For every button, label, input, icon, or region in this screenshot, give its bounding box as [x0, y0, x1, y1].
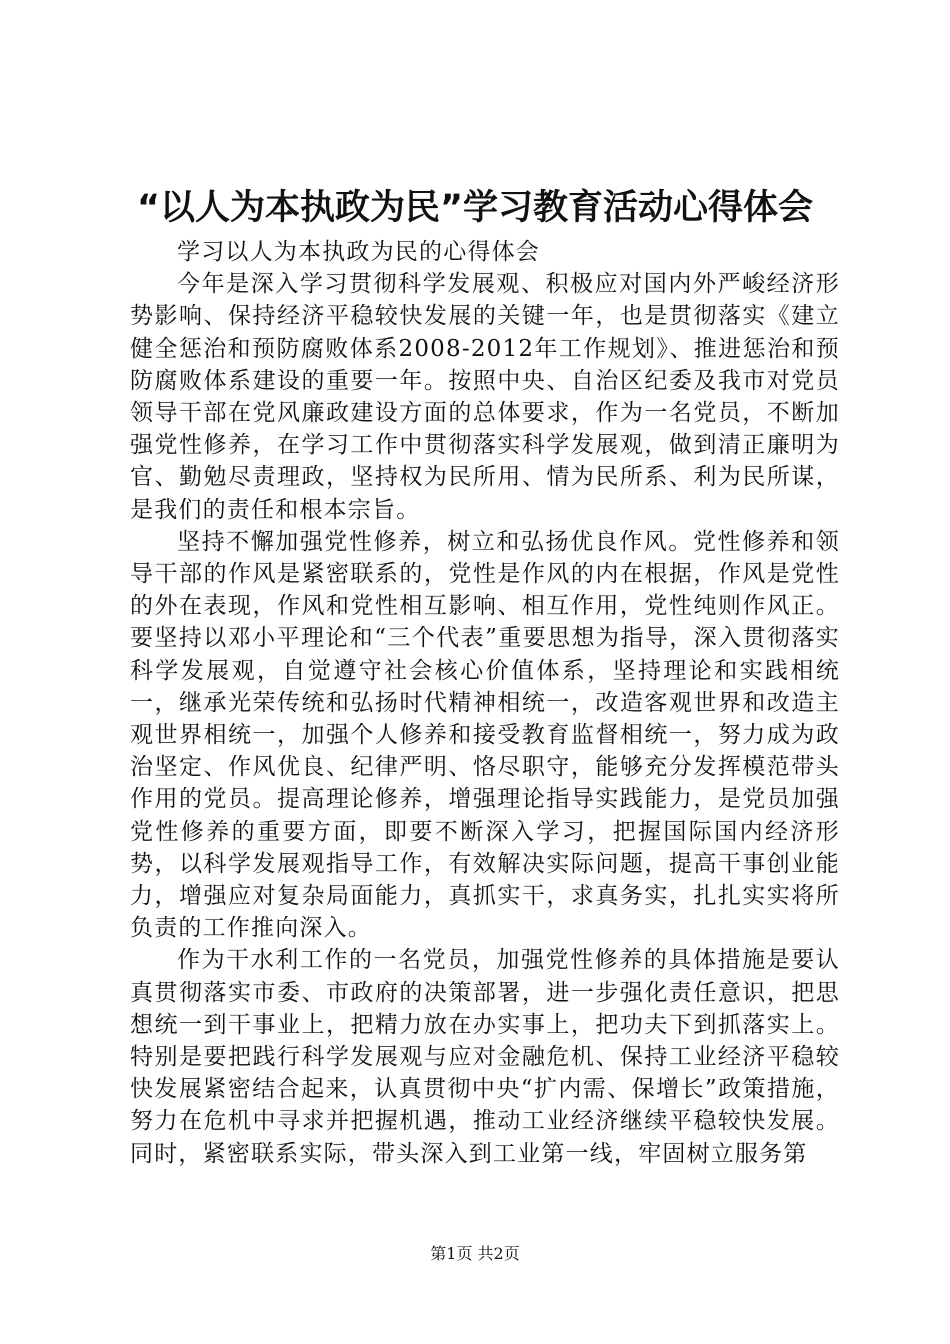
- body-paragraph-2: 坚持不懈加强党性修养，树立和弘扬优良作风。党性修养和领导干部的作风是紧密联系的，党性是作风的内在根据，作风是党性的外在表现，作风和党性相互影响、相互作用，党性纯则作风正。要坚持以邓小平理论和“三个代表”重要思想为指导，深入贯彻落实科学发展观，自觉遵守社会核心价值体系，坚持理论和实践相统一，继承光荣传统和弘扬时代精神相统一，改造客观世界和改造主观世界相统一，加强个人修养和接受教育监督相统一，努力成为政治坚定、作风优良、纪律严明、恪尽职守，能够充分发挥模范带头作用的党员。提高理论修养，增强理论指导实践能力，是党员加强党性修养的重要方面，即要不断深入学习，把握国际国内经济形势，以科学发展观指导工作，有效解决实际问题，提高干事创业能力，增强应对复杂局面能力，真抓实干，求真务实，扎扎实实将所负责的工作推向深入。: [130, 528, 840, 942]
- page-title: “以人为本执政为民”学习教育活动心得体会: [136, 188, 813, 228]
- subtitle-paragraph: 学习以人为本执政为民的心得体会: [177, 239, 540, 265]
- body-paragraph-3: 作为干水利工作的一名党员，加强党性修养的具体措施是要认真贯彻落实市委、市政府的决策部署，进一步强化责任意识，把思想统一到干事业上，把精力放在办实事上，把功夫下到抓落实上。特别是要把践行科学发展观与应对金融危机、保持工业经济平稳较快发展紧密结合起来，认真贯彻中央“扩内需、保增长”政策措施，努力在危机中寻求并把握机遇，推动工业经济继续平稳较快发展。同时，紧密联系实际，带头深入到工业第一线，牢固树立服务第: [130, 947, 840, 1167]
- body-paragraph-1: 今年是深入学习贯彻科学发展观、积极应对国内外严峻经济形势影响、保持经济平稳较快发展的关键一年，也是贯彻落实《建立健全惩治和预防腐败体系2008-2012年工作规划》、推进惩治和预防腐败体系建设的重要一年。按照中央、自治区纪委及我市对党员领导干部在党风廉政建设方面的总体要求，作为一名党员，不断加强党性修养，在学习工作中贯彻落实科学发展观，做到清正廉明为官、勤勉尽责理政，坚持权为民所用、情为民所系、利为民所谋，是我们的责任和根本宗旨。: [130, 271, 840, 523]
- page-number-footer: 第1页 共2页: [430, 1244, 520, 1263]
- document-body: [130, 236, 840, 1170]
